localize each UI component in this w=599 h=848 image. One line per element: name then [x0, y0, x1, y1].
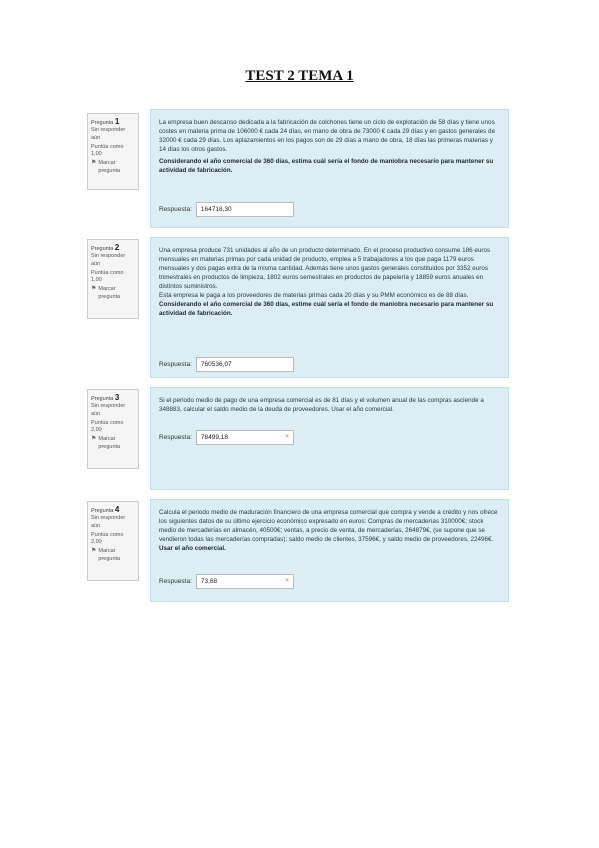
- question-bold-text: Usar el año comercial.: [159, 545, 226, 552]
- question-text: Una empresa produce 731 unidades al año de un producto determinado. En el proceso productivo consume 186 euros mensuales en materias primas por cada unidad de producto, emplea a 5 trabajadores a los que paga 1179 euros mensuales y dos pagas extra de la misma cantidad. Además tiene unos gastos generales constituidos por 3352 euros trimestrales en productos de limpieza, 1802 euros semestrales en productos de papelería y 18859 euros anuales en distintos suministros.: [159, 247, 491, 290]
- question-text: Esta empresa le paga a los proveedores de materias primas cada 20 días y su PMM económico es de 88 días.: [159, 292, 469, 299]
- answer-row: [159, 357, 294, 372]
- question-number: Pregunta 4: [91, 505, 120, 514]
- question-number: Pregunta 3: [91, 393, 120, 402]
- answer-label: Respuesta:: [159, 434, 192, 441]
- clear-x-icon[interactable]: ×: [285, 434, 289, 440]
- question-info-2: [87, 239, 139, 319]
- answer-value: 164718,30: [200, 206, 232, 213]
- flag-question-link[interactable]: [91, 436, 135, 451]
- answer-input[interactable]: [196, 202, 294, 217]
- flag-question-link[interactable]: [91, 160, 135, 175]
- answer-row: [159, 202, 294, 217]
- question-info-3: [87, 389, 139, 469]
- page-title: TEST 2 TEMA 1: [245, 68, 354, 84]
- flag-icon: ⚑: [91, 436, 97, 443]
- question-status: Sin responder aún: [91, 127, 126, 141]
- question-content-2: [150, 237, 509, 378]
- answer-row: [159, 574, 294, 589]
- question-bold-text: Considerando el año comercial de 360 días, estima cuál sería el fondo de maniobra necesario para mantener su actividad de fabricación.: [159, 158, 494, 174]
- flag-icon: ⚑: [91, 160, 97, 167]
- flag-question-link[interactable]: [91, 548, 135, 563]
- question-score: Puntúa como 2,00: [91, 419, 124, 434]
- answer-value: 78499,18: [200, 434, 229, 441]
- answer-value: 760536,07: [200, 361, 232, 368]
- question-status: Sin responder aún: [91, 253, 126, 267]
- answer-input[interactable]: [196, 357, 294, 372]
- answer-input[interactable]: [196, 430, 294, 445]
- question-status: Sin responder aún: [91, 403, 126, 417]
- question-number: Pregunta 2: [91, 243, 120, 252]
- question-score: Puntúa como 1,00: [91, 143, 124, 158]
- answer-label: Respuesta:: [159, 206, 192, 213]
- question-content-4: [150, 499, 509, 602]
- answer-value: 73,68: [200, 578, 218, 585]
- flag-label: Marcar pregunta: [98, 548, 121, 562]
- answer-label: Respuesta:: [159, 361, 192, 368]
- question-number: Pregunta 1: [91, 117, 120, 126]
- question-content-1: [150, 109, 509, 228]
- question-bold-text: Considerando el año comercial de 360 días, estime cuál sería el fondo de maniobra necesario para mantener su actividad de fabricación.: [159, 301, 494, 317]
- flag-icon: ⚑: [91, 286, 97, 293]
- question-text: Calcula el periodo medio de maduración financiero de una empresa comercial que compra y vende a crédito y nos ofrece los siguientes datos de su último ejercicio económico expresado en euros: Compras de mercaderías 310000€; stock medio de mercaderías en almacén, 40500€; ventas, a precio de venta, de mercaderías, 264879€, (se supone que se vendieron todas las mercaderías compradas); saldo medio de clientes, 37596€, y saldo medio de proveedores, 22496€. Usar el año comercial.: [159, 509, 498, 552]
- question-score: Puntúa como 1,00: [91, 269, 124, 284]
- question-text: La empresa buen descanso dedicada a la fabricación de colchones tiene un ciclo de explotación de 58 días y tiene unos costes en materia prima de 106000 € cada 24 días, en mano de obra de 73000 € cada 29 días y en gastos generales de 32000 € cada 29 días. Los aplazamientos en los pagos son de 29 días a mano de obra, 18 días las primeras materias y 14 días los otros gastos.: [159, 119, 496, 153]
- answer-row: [159, 430, 294, 445]
- question-info-4: [87, 501, 139, 581]
- flag-label: Marcar pregunta: [98, 436, 121, 450]
- question-content-3: [150, 387, 509, 490]
- answer-label: Respuesta:: [159, 578, 192, 585]
- flag-icon: ⚑: [91, 548, 97, 555]
- answer-input[interactable]: [196, 574, 294, 589]
- clear-x-icon[interactable]: ×: [285, 578, 289, 584]
- flag-label: Marcar pregunta: [98, 160, 121, 174]
- question-info-1: [87, 113, 139, 190]
- question-status: Sin responder aún: [91, 515, 126, 529]
- question-text: Si el periodo medio de pago de una empresa comercial es de 81 días y el volumen anual de las compras asciende a 348883, calcular el saldo medio de la deuda de proveedores. Usar el año comercial.: [159, 397, 484, 413]
- question-score: Puntúa como 2,00: [91, 531, 124, 546]
- flag-question-link[interactable]: [91, 286, 135, 301]
- flag-label: Marcar pregunta: [98, 286, 121, 300]
